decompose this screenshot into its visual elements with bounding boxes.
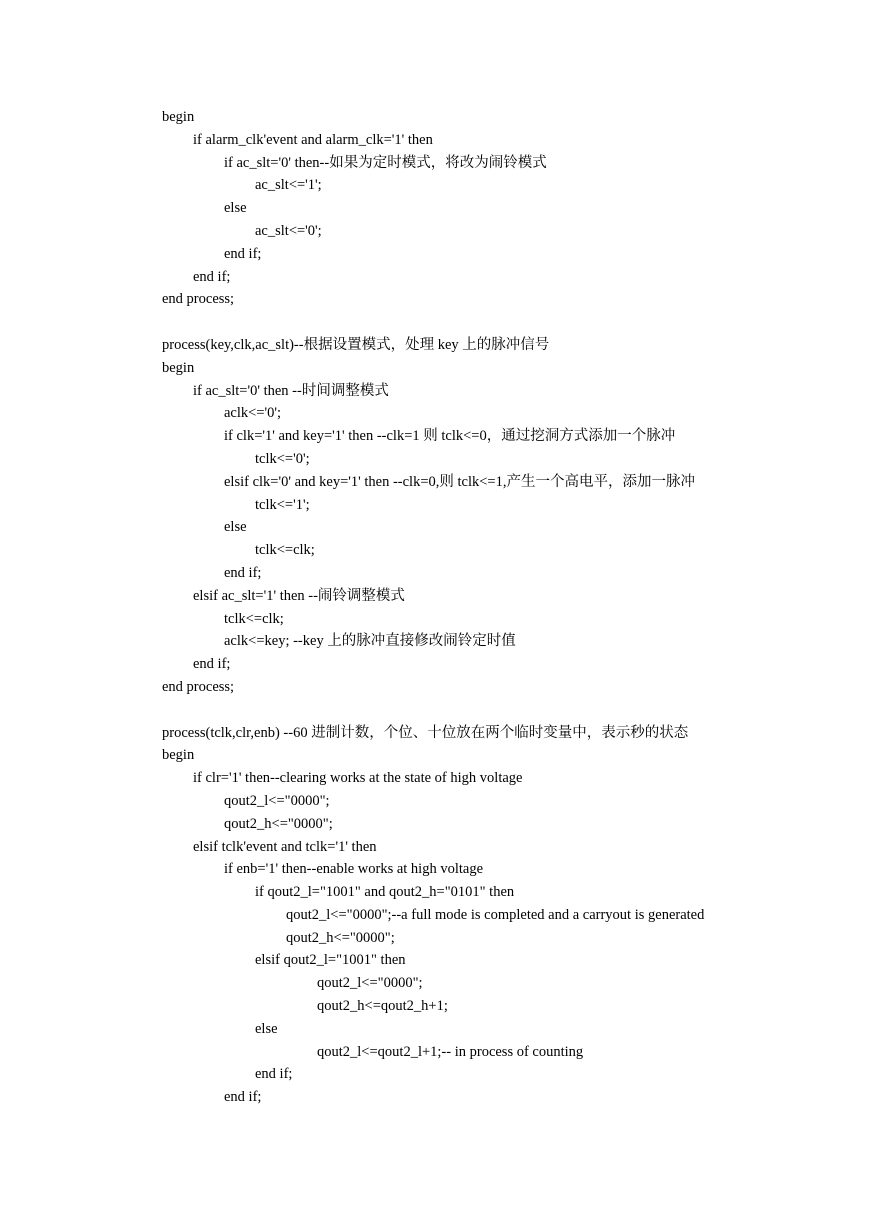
code-line: end process; <box>162 678 235 695</box>
code-line: if ac_slt='0' then--如果为定时模式，将改为闹铃模式 <box>224 154 547 171</box>
code-line: aclk<=key; --key 上的脉冲直接修改闹铃定时值 <box>224 633 516 650</box>
code-line: tclk<=clk; <box>255 542 315 559</box>
code-line: end process; <box>162 291 235 308</box>
code-line: if clk='1' and key='1' then --clk=1 则 tclk<=0，通过挖洞方式添加一个脉冲 <box>224 428 676 445</box>
code-line: else <box>224 200 247 217</box>
code-line: end if; <box>193 656 231 673</box>
code-line: begin <box>162 359 195 376</box>
code-line: qout2_l<="0000";--a full mode is completed and a carryout is generated <box>286 906 705 923</box>
code-line: qout2_h<="0000"; <box>224 815 333 832</box>
code-line: elsif tclk'event and tclk='1' then <box>193 838 377 855</box>
code-line: qout2_l<="0000"; <box>317 975 423 992</box>
code-line: if qout2_l="1001" and qout2_h="0101" then <box>255 884 515 901</box>
code-line: begin <box>162 109 195 125</box>
code-line: tclk<='0'; <box>255 450 310 467</box>
blank-line <box>162 699 842 722</box>
code-line: elsif ac_slt='1' then --闹铃调整模式 <box>193 587 405 604</box>
code-line: ac_slt<='1'; <box>255 177 322 194</box>
code-line: if clr='1' then--clearing works at the state of high voltage <box>193 770 523 787</box>
code-line: process(key,clk,ac_slt)--根据设置模式，处理 key 上的脉冲信号 <box>162 336 550 353</box>
code-line: end if; <box>193 268 231 285</box>
code-line: elsif clk='0' and key='1' then --clk=0,则 tclk<=1,产生一个高电平，添加一脉冲 <box>224 473 695 490</box>
code-line: begin <box>162 747 195 764</box>
code-listing <box>162 106 842 1109</box>
code-line: if alarm_clk'event and alarm_clk='1' then <box>193 131 433 148</box>
code-line: ac_slt<='0'; <box>255 222 322 239</box>
code-line: else <box>255 1020 278 1037</box>
code-line: else <box>224 519 247 536</box>
code-line: end if; <box>255 1066 293 1083</box>
code-line: end if; <box>224 564 262 581</box>
code-line: end if; <box>224 1089 262 1106</box>
code-line: qout2_l<="0000"; <box>224 792 330 809</box>
code-line: if ac_slt='0' then --时间调整模式 <box>193 382 389 399</box>
code-line: process(tclk,clr,enb) --60 进制计数，个位、十位放在两个临时变量中，表示秒的状态 <box>162 724 689 741</box>
code-line: elsif qout2_l="1001" then <box>255 952 406 969</box>
code-line: tclk<='1'; <box>255 496 310 513</box>
blank-line <box>162 311 842 334</box>
code-line: tclk<=clk; <box>224 610 284 627</box>
code-line: if enb='1' then--enable works at high voltage <box>224 861 484 878</box>
code-line: qout2_h<=qout2_h+1; <box>317 998 448 1015</box>
code-line: qout2_h<="0000"; <box>286 929 395 946</box>
code-line: aclk<='0'; <box>224 405 282 422</box>
code-line: qout2_l<=qout2_l+1;-- in process of counting <box>317 1043 584 1060</box>
code-line: end if; <box>224 245 262 262</box>
